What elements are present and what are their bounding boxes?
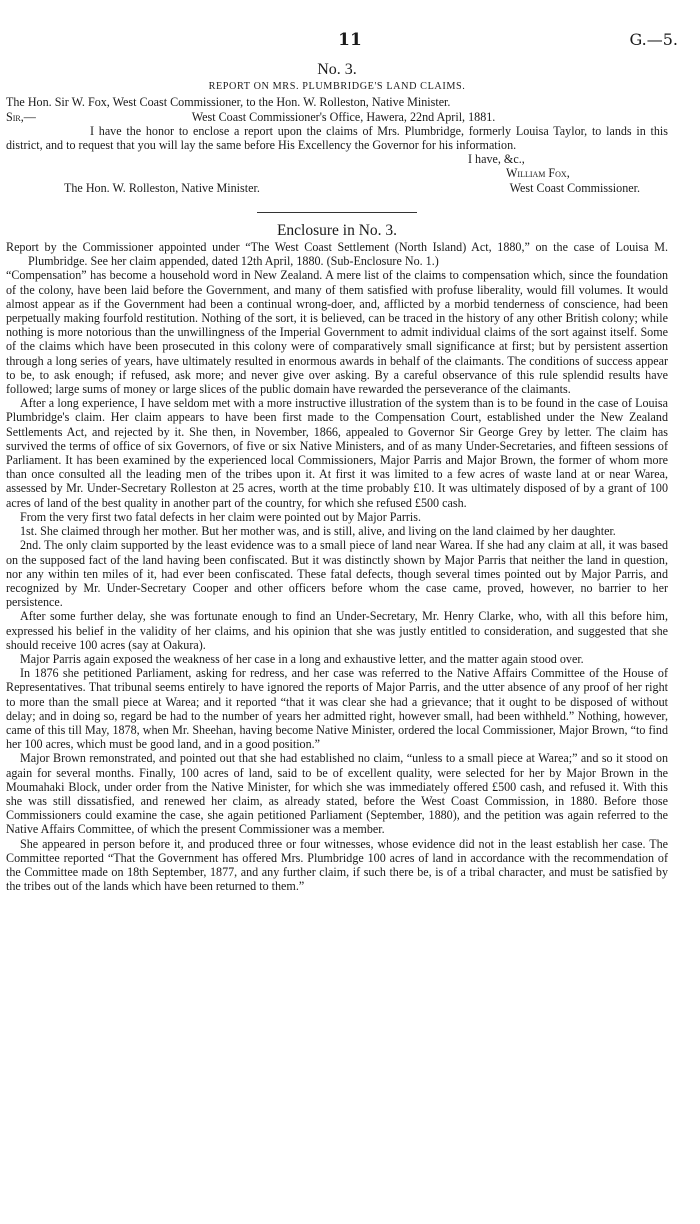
place-date: West Coast Commissioner's Office, Hawera, 22nd April, 1881. [191,109,496,124]
letter-body: I have the honor to enclose a report upon the claims of Mrs. Plumbridge, formerly Louisa Taylor, to lands in this district, and to request that you will lay the same before His Excellency the Governor for his information. [6,123,668,153]
paragraph-8: In 1876 she petitioned Parliament, asking for redress, and her case was referred to the Native Affairs Committee of the House of Representatives. That tribunal seems entirely to have ignored the reports of Major Parris, and the utter absence of any proof of her right to more than the small piece at Warea; and it reported “that it was clear she had a grievance; that it ought to be disposed of without delay; and in doing so, regard be had to the number of years her admitted right, however small, had been withheld.” Nothing, however, came of this till May, 1878, when Mr. Sheehan, having become Native Minister, ordered the local Commissioner, Major Brown, “to find her 100 acres, which must be good land, and in a good position.” [6,666,668,752]
document-body [6,63,668,893]
letter-number: No. 3. [317,61,357,78]
salutation-row [6,110,668,124]
paragraph-7: Major Parris again exposed the weakness of her case in a long and exhaustive letter, and the matter again stood over. [20,651,584,666]
divider-rule [257,212,417,213]
page-reference: G.—5. [629,30,678,49]
paragraph-9: Major Brown remonstrated, and pointed out that she had established no claim, “unless to a small piece at Warea;” and so it stood on again for several months. Finally, 100 acres of land, said to be of excellent quality, were selected for her by Major Brown in the Moumahaki Block, under order from the Native Minister, for which she was immediately offered £500 cash, and refused it. With this she was still dissatisfied, and renewed her claim, as already stated, before the West Coast Commission, in 1880. Before those Commissioners could examine the case, she again petitioned Parliament (September, 1880), and the petition was again referred to the Native Affairs Committee, of which the present Commissioner was a member. [6,751,668,837]
salutation: Sir,— [6,109,36,124]
paragraph-6: After some further delay, she was fortunate enough to find an Under-Secretary, Mr. Henry Clarke, who, with all this before him, expressed his belief in the validity of her claims, and his opinion that she was justly entitled to consideration, and suggested that she should receive 100 acres (say at Oakura). [6,609,668,652]
signer-title: West Coast Commissioner. [509,180,640,195]
paragraph-5: 2nd. The only claim supported by the least evidence was to a small piece of land near Warea. If she had any claim at all, it was based on the supposed fact of the land having been confiscated. But it was distinctly shown by Major Parris that neither the land in question, nor any within ten miles of it, had ever been confiscated. These fatal defects, though several times pointed out by Major Parris, and recognized by Mr. Under-Secretary Cooper and other officers before whom the case came, proved, however, no barrier to her persistence. [6,538,668,610]
closing: I have, &c., [468,152,525,167]
paragraph-10: She appeared in person before it, and produced three or four witnesses, whose evidence did not in the least establish her case. The Committee reported “That the Government has offered Mrs. Plumbridge 100 acres of land in accordance with the recommendation of the Committee made on 18th September, 1877, and any further claim, if such there be, is of a tribal character, and must be satisfied by the tribes out of the lands which have been returned to them.” [6,836,668,894]
report-title: REPORT ON MRS. PLUMBRIDGE'S LAND CLAIMS. [208,81,466,93]
signature: William Fox, [506,166,570,181]
enclosure-heading: Enclosure in No. 3. [276,221,398,239]
recipient: The Hon. W. Rolleston, Native Minister. [64,180,260,195]
page-number: 11 [338,30,362,50]
enclosure-intro: Report by the Commissioner appointed under “The West Coast Settlement (North Island) Act, 1880,” on the case of Louisa M. Plumbridge. See her claim appended, dated 12th April, 1880. (Sub-Enclosure No. 1.) [6,240,668,269]
paragraph-3: From the very first two fatal defects in her claim were pointed out by Major Parris. [20,509,421,524]
signature-block [6,181,668,195]
paragraph-1: “Compensation” has become a household word in New Zealand. A mere list of the claims to compensation which, since the foundation of the colony, have been laid before the Government, and many of them satisfied with profuse liberality, would fill volumes. It would almost appear as if the Government had been a continual wrong-doer, and, afflicted by a morbid tenderness of conscience, had been perpetually making fourfold restitution. Nothing of the sort, it is believed, can be traced in the history of any other British colony; while nothing is more notorious than the unwillingness of the Imperial Government to admit individual claims of the sort against itself. Some of the claims which have been prosecuted in this colony were of comparatively small significance at first; but by persistent assertion through a long series of years, have ultimately resulted in enormous awards in behalf of the claimants. The conditions of success appear to be, to ask enough; if refused, ask more; and never give over asking. By a careful observance of this rule splendid results have followed; large sums of money or large slices of the public domain have rewarded the perseverance of the claimants. [6,268,668,397]
paragraph-2: After a long experience, I have seldom met with a more instructive illustration of the system than is to be found in the case of Louisa Plumbridge's claim. Her claim appears to have been first made to the Compensation Court, established under the New Zealand Settlements Act, and rejected by it. She then, in November, 1866, appealed to Governor Sir George Grey by letter. The claim has survived the terms of office of six Governors, of five or six Native Ministers, and of as many Under-Secretaries, and fifteen sessions of Parliament. It has been examined by the experienced local Commissioners, Major Parris and Major Brown, the former of whom more than once consulted all the leading men of the tribes upon it. At first it was limited to a few acres of waste land at or near Warea, assessed by Mr. Under-Secretary Rolleston at 25 acres, worth at the time probably £10. It was ultimately disposed of by a grant of 100 acres of land of the best quality in another part of the country, for which she refused £500 cash. [6,396,668,510]
letter-address: The Hon. Sir W. Fox, West Coast Commissioner, to the Hon. W. Rolleston, Native Minister. [6,95,451,110]
paragraph-4: 1st. She claimed through her mother. But her mother was, and is still, alive, and living on the land claimed by her daughter. [20,524,616,539]
